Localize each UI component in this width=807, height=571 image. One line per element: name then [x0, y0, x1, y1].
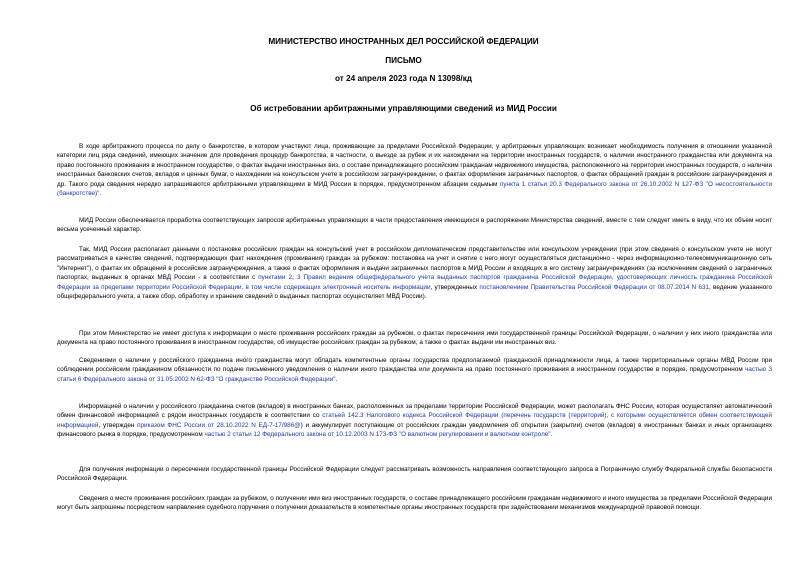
link-currency-law[interactable]: частью 2 статьи 12 Федерального закона от 10.12.2003 N 173-ФЗ "О валютном регулировании и валютном контроле" [204, 431, 551, 439]
link-states-list[interactable]: (перечень государств (территорий), с которыми осуществляется обмен соответствующей информацией [57, 412, 772, 429]
paragraph-6: Информацией о наличии у российского гражданина счетов (вкладов) в иностранных банках, расположенных за пределами территории Российской Федерации, может располагать ФНС России, которая осуществляет автоматический обмен финансовой информацией с рядом иностранных государств в соответствии со статьей 142.3 Налогового кодекса Российской Федерации (перечень государств (территорий), с которыми осуществляется обмен соответствующей информацией, утвержден приказом ФНС России от 28.10.2022 N ЕД-7-17/986@) и аккумулирует поступающие от российских граждан уведомления об открытии (закрытии) счетов (вкладов) в иностранных банках и иных организациях финансового рынка в порядке, предусмотренном частью 2 статьи 12 Федерального закона от 10.12.2003 N 173-ФЗ "О валютном регулировании и валютном контроле". [57, 403, 772, 439]
link-government-decree-631[interactable]: постановлением Правительства Российской Федерации от 08.07.2014 N 631 [479, 283, 710, 291]
link-points-2[interactable]: пунктами 2 [258, 274, 293, 282]
paragraph-1: В ходе арбитражного процесса по делу о банкротстве, в котором участвуют лица, проживающие за пределами Российской Федерации, у арбитражных управляющих возникает необходимость получения в отношении указанной категории лиц ряда сведений, имеющих значение для проведения процедур банкротства, в частности, о выезде за рубеж и их нахождении на территории иностранных государств, о наличии иностранного гражданства или документа на право постоянного проживания в иностранном государстве, о фактах выдачи иностранных виз, о составе принадлежащего российским гражданам недвижимого имущества, расположенного на территории иностранных государств, о наличии иностранных банковских счетов, вкладов и ценных бумаг, о нахождении на консульском учете в российском загранучреждении, о фактах оформления заграничных паспортов, о фактах обращений граждан в российские загранучреждения и др. Такого рода сведения нередко запрашиваются арбитражными управляющими в МИД России в порядке, предусмотренном абзацем седьмым пункта 1 статьи 20.3 Федерального закона от 26.10.2002 N 127-ФЗ "О несостоятельности (банкротстве)". [57, 143, 772, 198]
paragraph-5: Сведениями о наличии у российского гражданина иного гражданства могут обладать компетентные органы государства предполагаемой гражданской принадлежности лица, а также территориальные органы МВД России при соблюдении российским гражданином обязанности по подаче письменного уведомления о наличии иного гражданства или документа на право постоянного проживания в иностранном государстве в порядке, предусмотренном частью 3 статьи 6 Федерального закона от 31.05.2002 N 62-ФЗ "О гражданстве Российской Федерации". [57, 357, 773, 383]
link-citizenship-law[interactable]: частью 3 статьи 6 Федерального закона от 31.05.2002 N 62-ФЗ "О гражданстве Российской Федерации" [57, 366, 773, 383]
paragraph-3: Так, МИД России располагает данными о постановке российских граждан на консульский учет в российском дипломатическом представительстве или консульском учреждении (при этом сведения о консульском учете не могут рассматриваться в качестве сведений, подтверждающих факт нахождения (проживания) граждан за рубежом: постановка на учет и снятие с него могут осуществляться дистанционно - через информационно-телекоммуникационную сеть "Интернет"), о фактах их обращений в российские загранучреждения, а также о фактах оформления и выдачи заграничных паспортов в МИД России и входящих в его систему загранучреждениях (за исключением сведений о заграничных паспортах, выданных в органах МВД России - в соответствии с пунктами 2, 3 Правил ведения общефедерального учета выданных паспортов гражданина Российской Федерации, удостоверяющих личность гражданина Российской Федерации за пределами территории Российской Федерации, в том числе содержащих электронный носитель информации, утвержденных постановлением Правительства Российской Федерации от 08.07.2014 N 631, ведение указанного общефедерального учета, а также сбор, обработку и хранение сведений о выданных паспортах осуществляет МВД России). [57, 246, 773, 301]
ministry-heading: МИНИСТЕРСТВО ИНОСТРАННЫХ ДЕЛ РОССИЙСКОЙ ФЕДЕРАЦИИ [268, 37, 539, 46]
document-date-number: от 24 апреля 2023 года N 13098/кд [334, 74, 472, 83]
paragraph-2: МИД России обеспечивается проработка соответствующих запросов арбитражных управляющих в части предоставления имеющихся в распоряжении Министерства сведений, вместе с тем следует иметь в виду, что их объем носит весьма усеченный характер. [57, 217, 772, 234]
link-tax-code-142-3[interactable]: статьей 142.3 Налогового кодекса Российской Федерации [322, 412, 499, 420]
document-subject: Об истребовании арбитражными управляющими сведений из МИД России [250, 104, 557, 113]
paragraph-8: Сведения о месте проживания российских граждан за рубежом, о получении ими виз иностранных государств, о составе принадлежащего российским гражданам недвижимого и иного имущества за пределами Российской Федерации могут быть запрошены посредством направления судебного поручения о получении доказательств в компетентные органы иностранных государств при задействовании механизмов международной правовой помощи. [57, 495, 772, 512]
paragraph-4: При этом Министерство не имеет доступа к информации о месте проживания российских граждан за рубежом, о фактах пересечения ими государственной границы Российской Федерации, о наличии у них иного гражданства или документа на право постоянного проживания в иностранном государстве, об имуществе российских граждан за рубежом, а также о фактах выдачи им иностранных виз. [57, 330, 772, 347]
link-bankruptcy-law[interactable]: пункта 1 статьи 20.3 Федерального закона от 26.10.2002 N 127-ФЗ "О несостоятельности (банкротстве)" [57, 180, 772, 198]
link-passport-rules[interactable]: 3 Правил ведения общефедерального учета выданных паспортов гражданина Российской Федерации, удостоверяющих личность гражданина Российской Федерации за пределами территории Российской Федерации, в том числе содержащих электронный носитель информации [57, 274, 772, 291]
link-fns-order[interactable]: приказом ФНС России от 28.10.2022 N ЕД-7-17/986@ [137, 421, 301, 429]
document-type: ПИСЬМО [385, 56, 422, 65]
paragraph-7: Для получения информации о пересечении государственной границы Российской Федерации следует рассматривать возможность направления соответствующего запроса в Пограничную службу Федеральной службы безопасности Российской Федерации. [57, 466, 772, 483]
